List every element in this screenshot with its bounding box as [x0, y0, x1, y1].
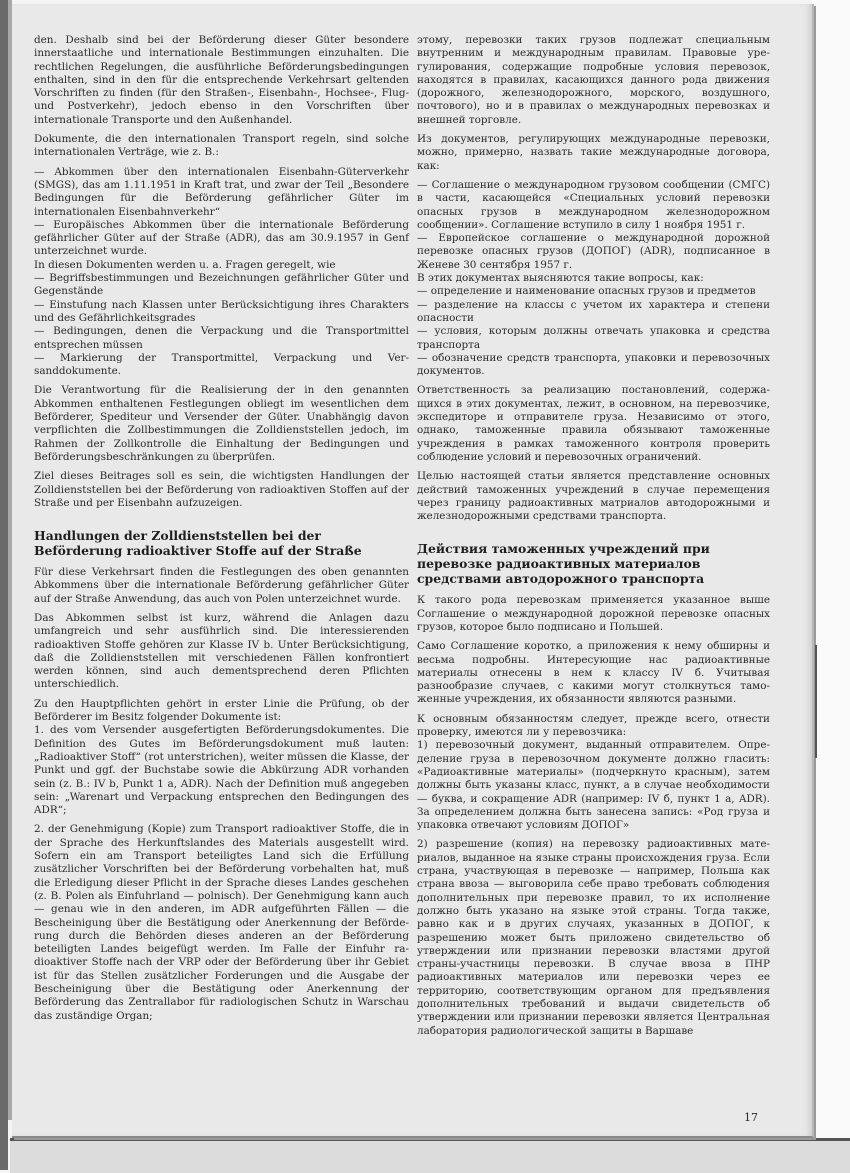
german-agreement-short: Das Abkommen selbst ist kurz, während die Anlagen dazu umfangreich und sehr ausführlich sind. Die interessierenden radioaktiven Stoffe gehören zur Klasse IV b. Unter Berücksichtigung, daß die Zolldienststellen mit verschiedenen Fällen konfrontiert werden können, sind auch dementsprechend deren Pflichten unterschiedlich.: [34, 611, 409, 691]
scan-right-margin: [812, 0, 850, 1170]
russian-duty-item-2: 2) разрешение (копия) на перевозку радиоактивных материалов, выданное на языке страны происхождения груза. Если страна, участвующая в перевозке — например, Польша как страна ввоза — выговорила себе право требовать соблюдения дополнительных при перевозке правил, то их исполнение должно быть указано на языке этой страны. Тогда также, равно как и в других случаях, указанных в ДОПОГ, к разрешению может быть приложено свидетельство об утверждении или признании перевозки властями другой страны-участницы перевозки. В случае ввоза в ПНР радиоактивных материалов или перевозки через ее территорию, соответствующим органом для предъявления дополнительных требований и выдачи свидетельств об утверждении или признании перевозки является Центральная лаборатория радиологической защиты в Варшаве: [417, 838, 770, 1037]
russian-duty-item-1: 1) перевозочный документ, выданный отправителем. Определение груза в перевозочном документе должно гласить: «Радиоактивные материалы» (подчеркнуто красным), затем должны быть указаны класс, пункт, а в случае необходимости — буква, и сокращение ADR (например: IV б, пункт 1 а, ADR). За определением должна быть занесена запись: «Род груза и упаковка отвечают условиям ДОПОГ»: [417, 739, 770, 832]
russian-main-duties: К основным обязанностям следует, прежде всего, отнести проверку, имеются ли у перевозчика:: [417, 712, 770, 739]
russian-questions-intro: В этих документах выясняются такие вопросы, как:: [417, 272, 704, 285]
magazine-page: [12, 4, 814, 1138]
german-column: [34, 34, 409, 1029]
russian-aim-paragraph: Целью настоящей статьи является представление основных действий таможенных учреждений в случае перемещения через границу радиоактивных матриалов автодорожными и железнодорожными средствами транспорта.: [417, 470, 770, 523]
russian-agreement-short: Само Соглашение коротко, а приложения к нему обширны и весьма подробны. Интересующие нас радиоактивные материалы отнесены в нем к классу IV б. Учитывая разнообразие случаев, с какими могут столкнуться таможенные учреждения, их обязанности являются разными.: [417, 640, 770, 706]
russian-documents-intro: Из документов, регулирующих международные перевозки, можно, примерно, назвать такие международные договора, как:: [417, 133, 770, 172]
german-main-duties: Zu den Hauptpflichten gehört in erster Linie die Prüfung, ob der Beförderer im Besitz folgender Dokumente ist:: [34, 697, 409, 724]
german-question-item: — Markierung der Transportmittel, Verpackung und Versanddokumente.: [34, 351, 409, 378]
russian-agreement-adr: — Европейское соглашение о международной дорожной перевозке опасных грузов (ДОПОГ) (ADR), подписанное в Женеве 30 сентября 1957 г.: [417, 232, 770, 271]
russian-intro-paragraph: этому, перевозки таких грузов подлежат специальным внутренним и международным правилам. Правовые урегулирования, содержащие подробные условия перевозок, находятся в правилах, касающихся данного рода движения (дорожного, железнодорожного, морского, воздушного, почтового), но и в правилах о международных перевозках и внешней торговле.: [417, 34, 770, 126]
russian-responsibility-paragraph: Ответственность за реализацию постановлений, содержащихся в этих документах, лежит, в основном, на перевозчике, экспедиторе и отправителе груза. Независимо от этого, однако, таможенные правила обязывают таможенные учреждения в рамках таможенного контроля проверить соблюдение условий и перевозочных ограничений.: [417, 384, 770, 463]
german-question-item: — Einstufung nach Klassen unter Berücksichtigung ihres Charakters und des Gefährlichkeitsgrades: [34, 298, 409, 324]
german-documents-intro: Dokumente, die den internationalen Transport regeln, sind solche internationalen Verträge, wie z. B.:: [34, 133, 409, 159]
russian-road-intro: К такого рода перевозкам применяется указанное выше Соглашение о международной дорожной перевозке опасных грузов, которое было подписано и Польшей.: [417, 594, 770, 633]
german-agreement-smgs: — Abkommen über den internationalen Eisenbahn-Güterverkehr (SMGS), das am 1.11.1951 in Kraft trat, und zwar der Teil „Besondere Bedingungen für die Beförderung gefährlicher Güter im internationalen Eisenbahnverkehr“: [34, 165, 409, 218]
russian-agreement-smgs: — Соглашение о международном грузовом сообщении (СМГС) в части, касающейся «Специальных условий перевозки опасных грузов в международном железнодорожном сообщении». Соглашение вступило в силу 1 ноября 1951 г.: [417, 178, 770, 231]
german-duty-item-1: 1. des vom Versender ausgefertigten Beförderungsdokumentes. Die Definition des Gutes im Beförderungsdokument muß lauten: „Radioaktiver Stoff“ (rot unterstrichen), weiter müssen die Klasse, der Punkt und ggf. der Buchstabe sowie die Abkürzung ADR vorhanden sein (z. B.: IV b, Punkt 1 a, ADR). Nach der Definition muß angegeben sein: „Warenart und Verpackung entsprechen den Bedingungen des ADR“;: [34, 724, 409, 817]
german-intro-paragraph: den. Deshalb sind bei der Beförderung dieser Güter besondere innerstaatliche und internationale Bestimmungen einzuhalten. Die rechtlichen Regelungen, die ausführliche Beförderungsbedingungen enthalten, sind in den für die entsprechende Verkehrsart geltenden Vorschriften zu finden (für den Straßen-, Eisenbahn-, Hochsee-, Flug- und Postverkehr), jedoch ebenso in den Vorschriften über internationale Transporte und den Außenhandel.: [34, 34, 409, 126]
russian-question-item: — разделение на классы с учетом их характера и степени опасности: [417, 298, 770, 324]
german-question-item: — Bedingungen, denen die Verpackung und die Transportmittel entsprechen müssen: [34, 325, 409, 351]
russian-question-item: — обозначение средств транспорта, упаковки и перевозочных документов.: [417, 351, 770, 378]
margin-mark: [815, 645, 817, 758]
german-road-intro: Für diese Verkehrsart finden die Festlegungen des oben genannten Abkommens über die internationale Beförderung gefährlicher Güter auf der Straße Anwendung, das auch von Polen unterzeichnet wurde.: [34, 566, 409, 605]
german-section-heading: Handlungen der Zolldienststellen bei der Beförderung radioaktiver Stoffe auf der Straße: [34, 528, 362, 559]
german-aim-paragraph: Ziel dieses Beitrages soll es sein, die wichtigsten Handlungen der Zolldienststellen bei der Beförderung von radioaktiven Stoffen auf der Straße und per Eisenbahn aufzuzeigen.: [34, 470, 409, 509]
scan-left-edge: [0, 0, 8, 1170]
german-duty-item-2: 2. der Genehmigung (Kopie) zum Transport radioaktiver Stoffe, die in der Sprache des Herkunftslandes des Materials ausgestellt wird. Sofern ein am Transport beteiligtes Land sich die Erfüllung zusätzlicher Vorschriften bei der Beförderung vorbehalten hat, muß die Erledigung dieser Pflicht in der Sprache dieses Landes geschehen (z. B. Polen als Einfuhrland — polnisch). Der Genehmigung kann auch — genau wie in den anderen, im ADR aufgeführten Fällen — die Bescheinigung über die Bestätigung oder Anerkennung der Beförderung durch die Behörden dieses anderen an der Beförderung beteiligten Landes beigefügt werden. Im Falle der Einfuhr radioaktiver Stoffe nach der VRP oder der Beförderung über ihr Gebiet ist für das Stellen zusätzlicher Forderungen und die Ausgabe der Bescheinigung über die Bestätigung oder Anerkennung der Beförderung das Zentrallabor für radiologischen Schutz in Warschau das zuständige Organ;: [34, 823, 409, 1022]
russian-column: [417, 34, 770, 1044]
german-responsibility-paragraph: Die Verantwortung für die Realisierung der in den genannten Abkommen enthaltenen Festlegungen obliegt im wesentlichen dem Beförderer, Spediteur und Versender der Güter. Unabhängig davon verpflichten die Zollbestimmungen die Zolldienststellen jedoch, im Rahmen der Zollkontrolle die Einhaltung der Bedingungen und Beförderungsbeschränkungen zu überprüfen.: [34, 384, 409, 463]
german-question-item: — Begriffsbestimmungen und Bezeichnungen gefährlicher Güter und Gegenstände: [34, 272, 409, 298]
underlying-page: [10, 1138, 850, 1173]
german-questions-intro: In diesen Dokumenten werden u. a. Fragen geregelt, wie: [34, 258, 336, 271]
german-agreement-adr: — Europäisches Abkommen über die internationale Beförderung gefährlicher Güter auf der Straße (ADR), das am 30.9.1957 in Genf unterzeichnet wurde.: [34, 218, 409, 258]
russian-section-heading: Действия таможенных учреждений при перевозке радиоактивных материалов средствами автодорожного транспорта: [417, 541, 710, 587]
russian-question-item: — условия, которым должны отвечать упаковка и средства транспорта: [417, 325, 770, 351]
page-number: 17: [744, 1111, 758, 1124]
russian-question-item: — определение и наименование опасных грузов и предметов: [417, 285, 756, 298]
